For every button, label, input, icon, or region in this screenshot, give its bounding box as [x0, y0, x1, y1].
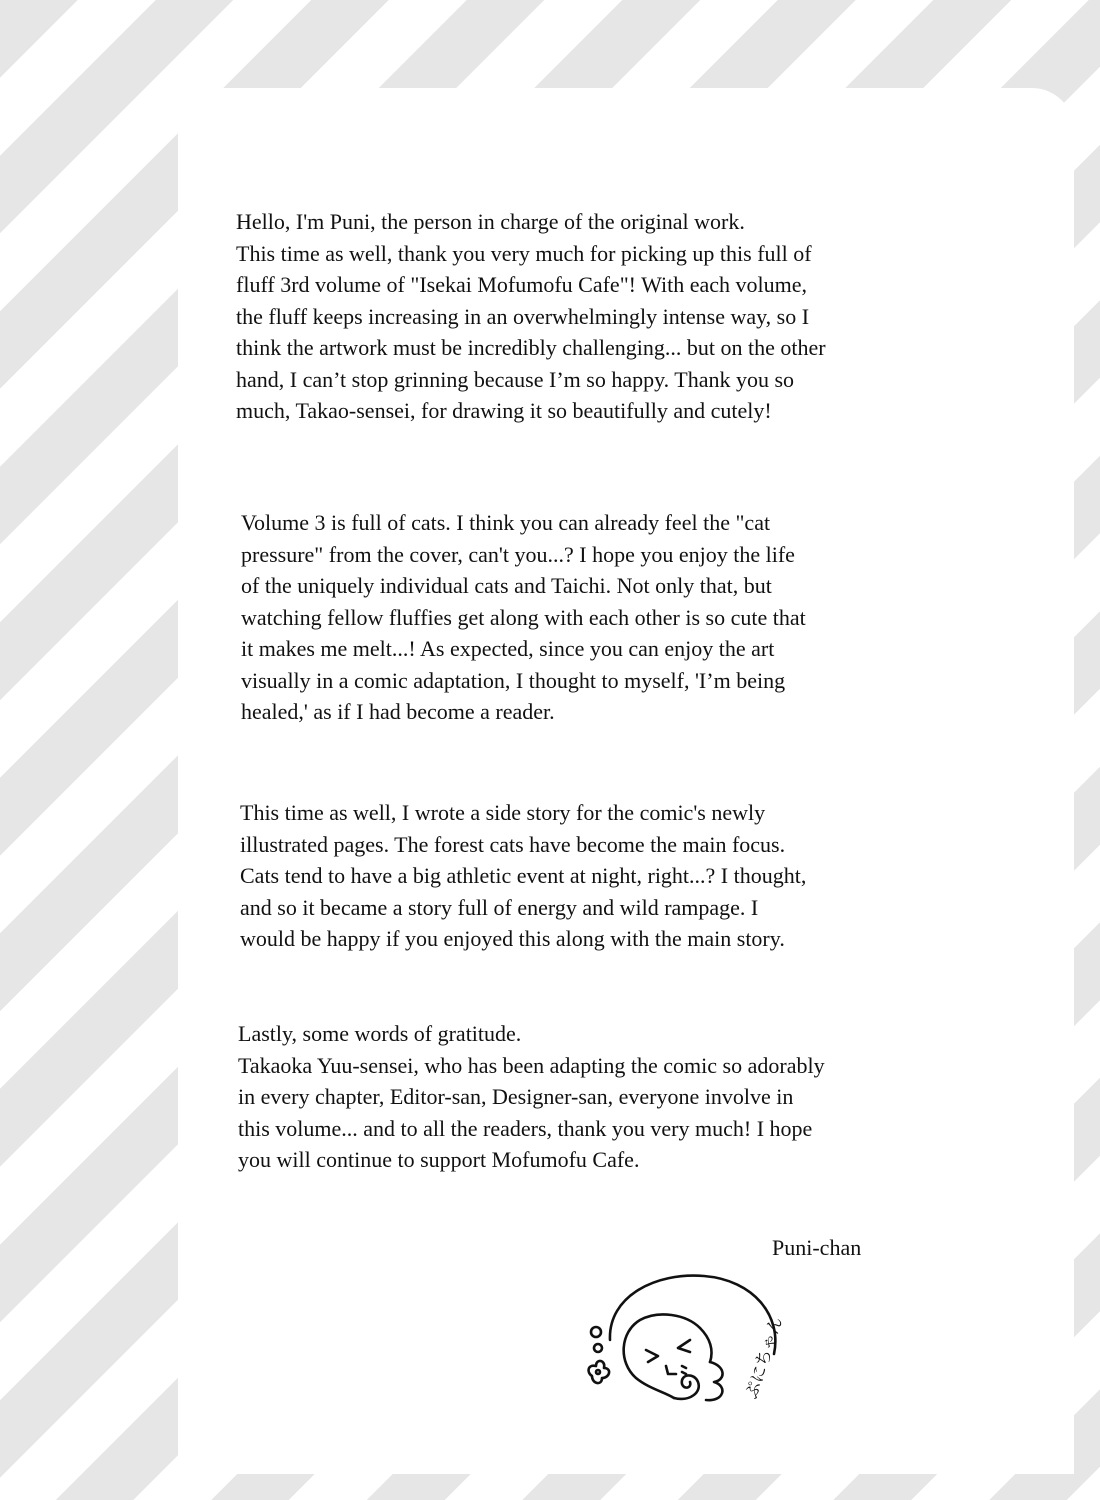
signature: Puni-chan [772, 1235, 862, 1260]
author-doodle-icon [578, 1268, 798, 1418]
letter-paragraph-greeting: Hello, I'm Puni, the person in charge of the original work. This time as well, thank you very much for picking up this full of fluff 3rd volume of "Isekai Mofumofu Cafe"! With each volume, the fluff keeps increasing in an overwhelmingly intense way, so I think the artwork must be incredibly challenging... but on the other hand, I can’t stop grinning because I’m so happy. Thank you so much, Takao-sensei, for drawing it so beautifully and cutely! [236, 209, 826, 423]
letter-paragraph-gratitude: Lastly, some words of gratitude. Takaoka Yuu-sensei, who has been adapting the comic so adorably in every chapter, Editor-san, Designer-san, everyone involve in this volume... and to all the readers, thank you very much! I hope you will continue to support Mofumofu Cafe. [238, 1021, 825, 1172]
letter-paragraph-side-story: This time as well, I wrote a side story for the comic's newly illustrated pages. The forest cats have become the main focus. Cats tend to have a big athletic event at night, right...? I thought, and so it became a story full of energy and wild rampage. I would be happy if you enjoyed this along with the main story. [240, 800, 807, 951]
letter-paragraph-volume-3: Volume 3 is full of cats. I think you can already feel the "cat pressure" from the cover, can't you...? I hope you enjoy the life of the uniquely individual cats and Taichi. Not only that, but watching fellow fluffies get along with each other is so cute that it makes me melt...! As expected, since you can enjoy the art visually in a comic adaptation, I thought to myself, 'I’m being healed,' as if I had become a reader. [241, 510, 806, 724]
doodle-handwritten-text: ぷにちゃん [741, 1314, 788, 1402]
